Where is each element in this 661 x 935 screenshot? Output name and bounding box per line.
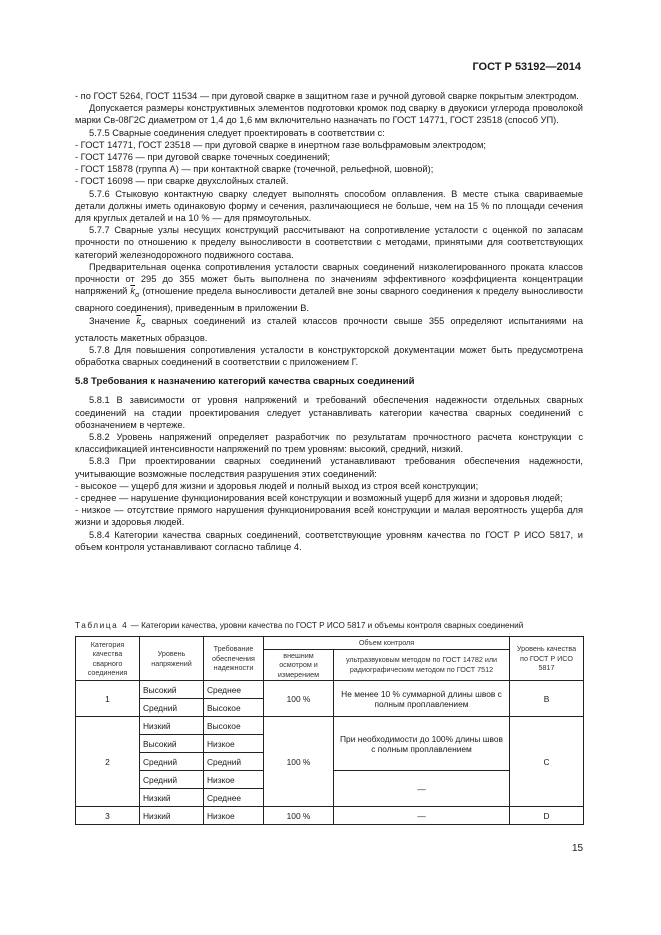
cell-ultrasonic: Не менее 10 % суммарной длины швов с полным проплавлением [334,681,510,717]
section-title: 5.8 Требования к назначению категорий качества сварных соединений [75,376,415,388]
header-reliability: Требование обеспечения надежности [204,637,264,681]
table-row [76,681,584,699]
cell-level: D [510,807,584,825]
cell-ultrasonic: При необходимости до 100% длины швов с полным проплавлением [334,717,510,771]
cell-reliability: Среднее [204,681,264,699]
cell-visual: 100 % [264,717,334,807]
table-caption [75,621,595,630]
cell-stress: Средний [140,771,204,789]
list-item: - ГОСТ 14776 — при дуговой сварке точечных соединений; [75,152,330,163]
table-label: Таблица 4 [75,621,129,630]
header-stress: Уровень напряжений [140,637,204,681]
paragraph: - по ГОСТ 5264, ГОСТ 11534 — при дуговой сварке в защитном газе и ручной дуговой сварке покрытым электродом. [75,91,579,101]
body-text [75,90,583,553]
text-part: сварных соединений из сталей классов прочности свыше 355 определяют испытаниями на усталость макетных образцов. [75,315,583,343]
quality-table [75,636,584,825]
table-row [76,717,584,735]
subscript: σ [141,321,146,329]
cell-stress: Низкий [140,807,204,825]
subscript: σ [135,292,140,300]
list-item: - низкое — отсутствие прямого нарушения функционирования всей конструкции и малая вероятность ущерба для жизни и здоровья людей. [75,505,583,528]
cell-ultrasonic: — [334,771,510,807]
cell-ultrasonic: — [334,807,510,825]
cell-category: 1 [76,681,140,717]
list-item: - ГОСТ 14771, ГОСТ 23518 — при дуговой сварке в инертном газе вольфрамовым электродом; [75,139,486,150]
header-level: Уровень качества по ГОСТ Р ИСО 5817 [510,637,584,681]
list-item: - ГОСТ 15878 (группа А) — при контактной сварке (точечной, рельефной, шовной); [75,164,434,175]
symbol: $\overline{k}$ [136,315,142,326]
paragraph: 5.8.1 В зависимости от уровня напряжений и требований обеспечения надежности отдельных сварных соединений на стадии проектирования следует устанавливать категории качества сварных соединений с обозначением в чертеже. [75,395,583,430]
list-item: - среднее — нарушение функционирования всей конструкции и возможный ущерб для жизни и здоровья людей; [75,493,563,504]
page-number: 15 [572,843,584,854]
cell-reliability: Высокое [204,717,264,735]
paragraph [75,261,583,315]
cell-visual: 100 % [264,681,334,717]
paragraph: 5.8.3 При проектировании сварных соединений устанавливают требования обеспечения надежности, учитывающие возможные последствия разрушения этих соединений: [75,456,583,479]
cell-visual: 100 % [264,807,334,825]
cell-level: C [510,717,584,807]
cell-reliability: Низкое [204,771,264,789]
cell-reliability: Низкое [204,807,264,825]
header-category: Категория качества сварного соединения [76,637,140,681]
text-part: Предварительная оценка сопротивления усталости сварных соединений низколегированного проката классов прочности от 295 до 355 может быть выполнена по значениям эффективного коэффициента концентрации напряжений [75,261,583,297]
cell-stress: Низкий [140,717,204,735]
document-code: ГОСТ Р 53192—2014 [472,61,581,73]
table-row [76,807,584,825]
paragraph: Допускается размеры конструктивных элементов подготовки кромок под сварку в двуокиси углерода проволокой марки Св-08Г2С диаметром от 1,4 до 1,6 мм включительно назначать по ГОСТ 14771, ГОСТ 23518 (способ УП). [75,103,583,126]
cell-stress: Низкий [140,789,204,807]
paragraph: 5.7.8 Для повышения сопротивления усталости в конструкторской документации может быть предусмотрена обработка сварных соединений в соответствии с приложением Г. [75,344,583,367]
cell-stress: Высокий [140,681,204,699]
header-control: Объем контроля [264,637,510,650]
text-part: (отношение предела выносливости деталей вне зоны сварного соединения к пределу выносливости сварного соединения), приведенным в приложении В. [75,286,583,314]
cell-reliability: Средний [204,753,264,771]
table-caption-text: — Категории качества, уровни качества по ГОСТ Р ИСО 5817 и объемы контроля сварных соединений [130,621,524,630]
paragraph: 5.7.6 Стыковую контактную сварку следует выполнять способом оплавления. В месте стыка свариваемые детали должны иметь одинаковую форму и сечения, различающиеся не больше, чем на 15 % по площади сечения для круглых деталей и на 10 % — для прямоугольных. [75,188,583,224]
paragraph: 5.8.2 Уровень напряжений определяет разработчик по результатам прочностного расчета конструкции с классификацией интенсивности напряжений по трем уровням: высокий, средний, низкий. [75,432,583,455]
cell-level: B [510,681,584,717]
cell-reliability: Высокое [204,699,264,717]
cell-reliability: Среднее [204,789,264,807]
header-ultrasonic: ультразвуковым методом по ГОСТ 14782 или радиографическим методом по ГОСТ 7512 [334,649,510,681]
cell-reliability: Низкое [204,735,264,753]
header-visual: внешним осмотром и измерением [264,649,334,681]
text-part: Значение [89,315,131,326]
paragraph [75,315,583,344]
paragraph: 5.7.5 Сварные соединения следует проектировать в соответствии с: [89,127,385,138]
symbol: $\overline{k}$ [130,286,136,297]
cell-category: 3 [76,807,140,825]
cell-stress: Высокий [140,735,204,753]
list-item: - ГОСТ 16098 — при сварке двухслойных сталей. [75,176,289,187]
cell-stress: Средний [140,753,204,771]
cell-stress: Средний [140,699,204,717]
list-item: - высокое — ущерб для жизни и здоровья людей и полный выход из строя всей конструкции; [75,480,479,491]
paragraph: 5.7.7 Сварные узлы несущих конструкций рассчитывают на сопротивление усталости с оценкой по запасам прочности по отношению к пределу выносливости в соответствии с методами, принятыми для соответствующих категорий железнодорожного подвижного состава. [75,225,583,260]
paragraph: 5.8.4 Категории качества сварных соединений, соответствующие уровням качества по ГОСТ Р ИСО 5817, и объем контроля устанавливают согласно таблице 4. [75,529,583,552]
cell-category: 2 [76,717,140,807]
